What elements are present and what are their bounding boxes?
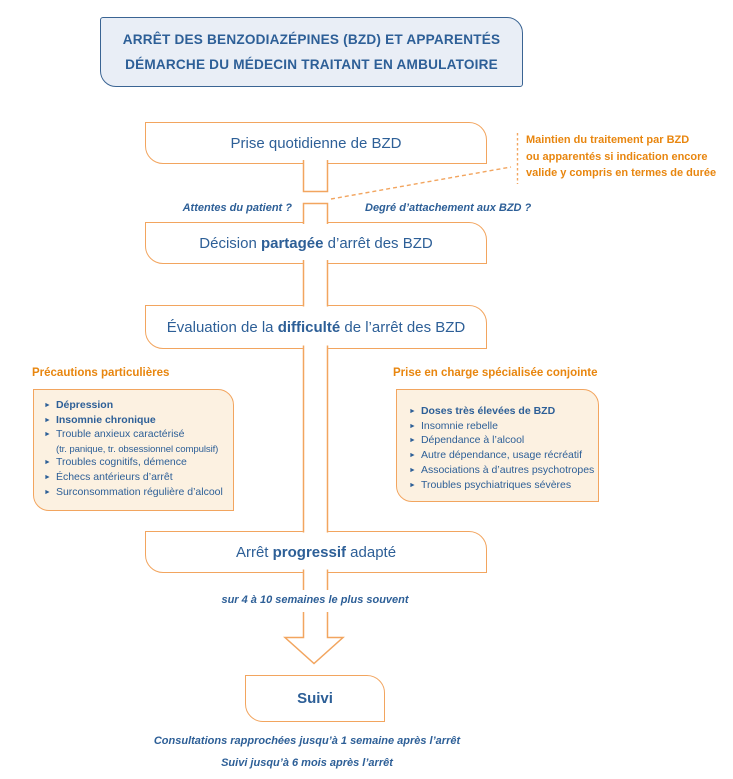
triangle-bullet-icon: ►: [44, 402, 51, 409]
flow-box-suivi: [245, 675, 385, 722]
flow-box-decision-partagee: [145, 222, 487, 264]
triangle-bullet-icon: ►: [44, 474, 51, 482]
precautions-header: Précautions particulières: [32, 367, 170, 379]
specialisee-header: Prise en charge spécialisée conjointe: [393, 367, 598, 379]
dashed-branch-line: [331, 167, 511, 199]
list-item: ► Échecs antérieurs d’arrêt: [44, 471, 173, 484]
list-item: ► Dépression: [44, 399, 114, 411]
flow-box-label: Suivi: [297, 690, 333, 707]
list-item: ► Autre dépendance, usage récréatif: [409, 449, 583, 462]
note-line-1: Maintien du traitement par BZD: [526, 134, 690, 146]
specialisee-panel: [396, 389, 599, 502]
title-line-1: ARRÊT DES BENZODIAZÉPINES (BZD) ET APPARENTÉS: [122, 32, 501, 47]
list-item: ► Surconsommation régulière d’alcool: [44, 485, 223, 498]
triangle-bullet-icon: ►: [44, 459, 51, 467]
flow-box-label: Décision partagée d’arrêt des BZD: [199, 234, 433, 252]
note-line-3: valide y compris en termes de durée: [526, 167, 717, 179]
flow-box-label: Prise quotidienne de BZD: [230, 134, 402, 152]
flow-box-arret-progressif: [145, 531, 487, 573]
pipe-decision-to-evaluation: [304, 260, 328, 307]
pipe-mask: [303, 346, 328, 533]
list-item: ► Insomnie rebelle: [409, 419, 498, 432]
triangle-bullet-icon: ►: [409, 466, 416, 474]
list-item: ► Doses très élevées de BZD: [409, 405, 556, 417]
list-item: ► Trouble anxieux caractérisé: [44, 428, 185, 441]
annotation-suivi-duration: Suivi jusqu’à 6 mois après l’arrêt: [221, 757, 393, 769]
annotation-consultations: Consultations rapprochées jusqu’à 1 semaine après l’arrêt: [153, 735, 461, 747]
triangle-bullet-icon: ►: [44, 488, 51, 496]
list-item: ► Dépendance à l’alcool: [409, 434, 525, 447]
question-attentes-patient: Attentes du patient ?: [182, 202, 292, 214]
title-line-2: DÉMARCHE DU MÉDECIN TRAITANT EN AMBULATOIRE: [125, 57, 498, 72]
title-box: [100, 17, 523, 87]
list-item: ► Associations à d’autres psychotropes: [409, 463, 595, 476]
flow-box-label: Arrêt progressif adapté: [235, 543, 397, 561]
list-item-subtext: (tr. panique, tr. obsessionnel compulsif): [56, 444, 219, 456]
list-item: ► Troubles psychiatriques sévères: [409, 478, 572, 491]
triangle-bullet-icon: ►: [409, 422, 416, 430]
list-item: ► Troubles cognitifs, démence: [44, 456, 187, 469]
triangle-bullet-icon: ►: [409, 452, 416, 460]
pipe-mask: [303, 260, 328, 307]
question-degre-attachement: Degré d’attachement aux BZD ?: [365, 202, 532, 214]
note-line-2: ou apparentés si indication encore: [526, 150, 708, 163]
arrow-down-icon: [285, 612, 343, 664]
flow-box-evaluation-difficulte: [145, 305, 487, 349]
flow-box-label: Évaluation de la difficulté de l’arrêt des BZD: [166, 318, 466, 336]
flow-box-prise-quotidienne: [145, 122, 487, 164]
pipe-break-to-decision: [304, 204, 328, 225]
list-item: ► Insomnie chronique: [44, 413, 156, 426]
triangle-bullet-icon: ►: [44, 431, 51, 439]
triangle-bullet-icon: ►: [409, 437, 416, 445]
pipe-prise-to-break: [304, 160, 328, 192]
pipe-evaluation-to-arret: [304, 346, 328, 533]
triangle-bullet-icon: ►: [409, 481, 416, 489]
triangle-bullet-icon: ►: [409, 408, 416, 415]
precautions-panel: [33, 389, 234, 511]
maintien-traitement-note: [526, 132, 726, 182]
annotation-duration: sur 4 à 10 semaines le plus souvent: [221, 594, 409, 606]
triangle-bullet-icon: ►: [44, 416, 51, 424]
